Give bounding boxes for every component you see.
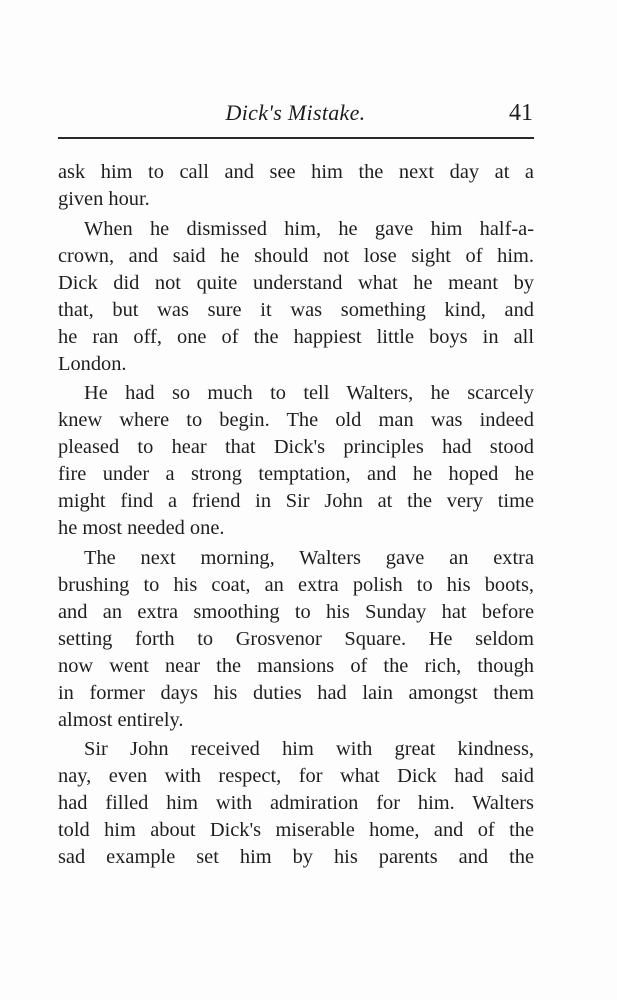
text-line: he ran off, one of the happiest little boys in all [58,325,534,348]
text-line: Sir John received him with great kindness, [84,738,534,760]
text-line: When he dismissed him, he gave him half-a- [84,217,534,240]
text-line: almost entirely. [58,708,184,731]
text-line: sad example set him by his parents and the [58,846,534,868]
text-line: might find a friend in Sir John at the very time [58,490,534,512]
header-rule [58,137,534,139]
text-line: The next morning, Walters gave an extra [84,546,534,569]
text-line: He had so much to tell Walters, he scarcely [84,382,534,404]
page-number: 41 [509,100,533,126]
text-line: he most needed one. [58,517,225,539]
text-line: in former days his duties had lain amongst them [58,681,534,704]
text-line: told him about Dick's miserable home, and of the [58,819,534,841]
text-line: that, but was sure it was something kind, and [58,298,534,321]
text-line: had filled him with admiration for him. Walters [58,792,534,814]
text-line: now went near the mansions of the rich, though [58,654,534,677]
text-line: nay, even with respect, for what Dick had said [58,765,534,787]
text-line: crown, and said he should not lose sight of him. [58,244,534,267]
text-line: pleased to hear that Dick's principles had stood [58,436,534,458]
text-line: given hour. [58,188,150,210]
text-line: knew where to begin. The old man was indeed [58,409,534,431]
running-head [58,98,533,128]
running-title: Dick's Mistake. [225,100,366,125]
text-line: and an extra smoothing to his Sunday hat before [58,600,534,623]
text-line: Dick did not quite understand what he meant by [58,271,534,294]
text-line: fire under a strong temptation, and he hoped he [58,463,534,485]
text-line: ask him to call and see him the next day at a [58,161,534,183]
body-text [58,159,534,871]
text-line: brushing to his coat, an extra polish to his boots, [58,573,534,596]
text-line: London. [58,352,127,375]
text-line: setting forth to Grosvenor Square. He seldom [58,627,534,650]
